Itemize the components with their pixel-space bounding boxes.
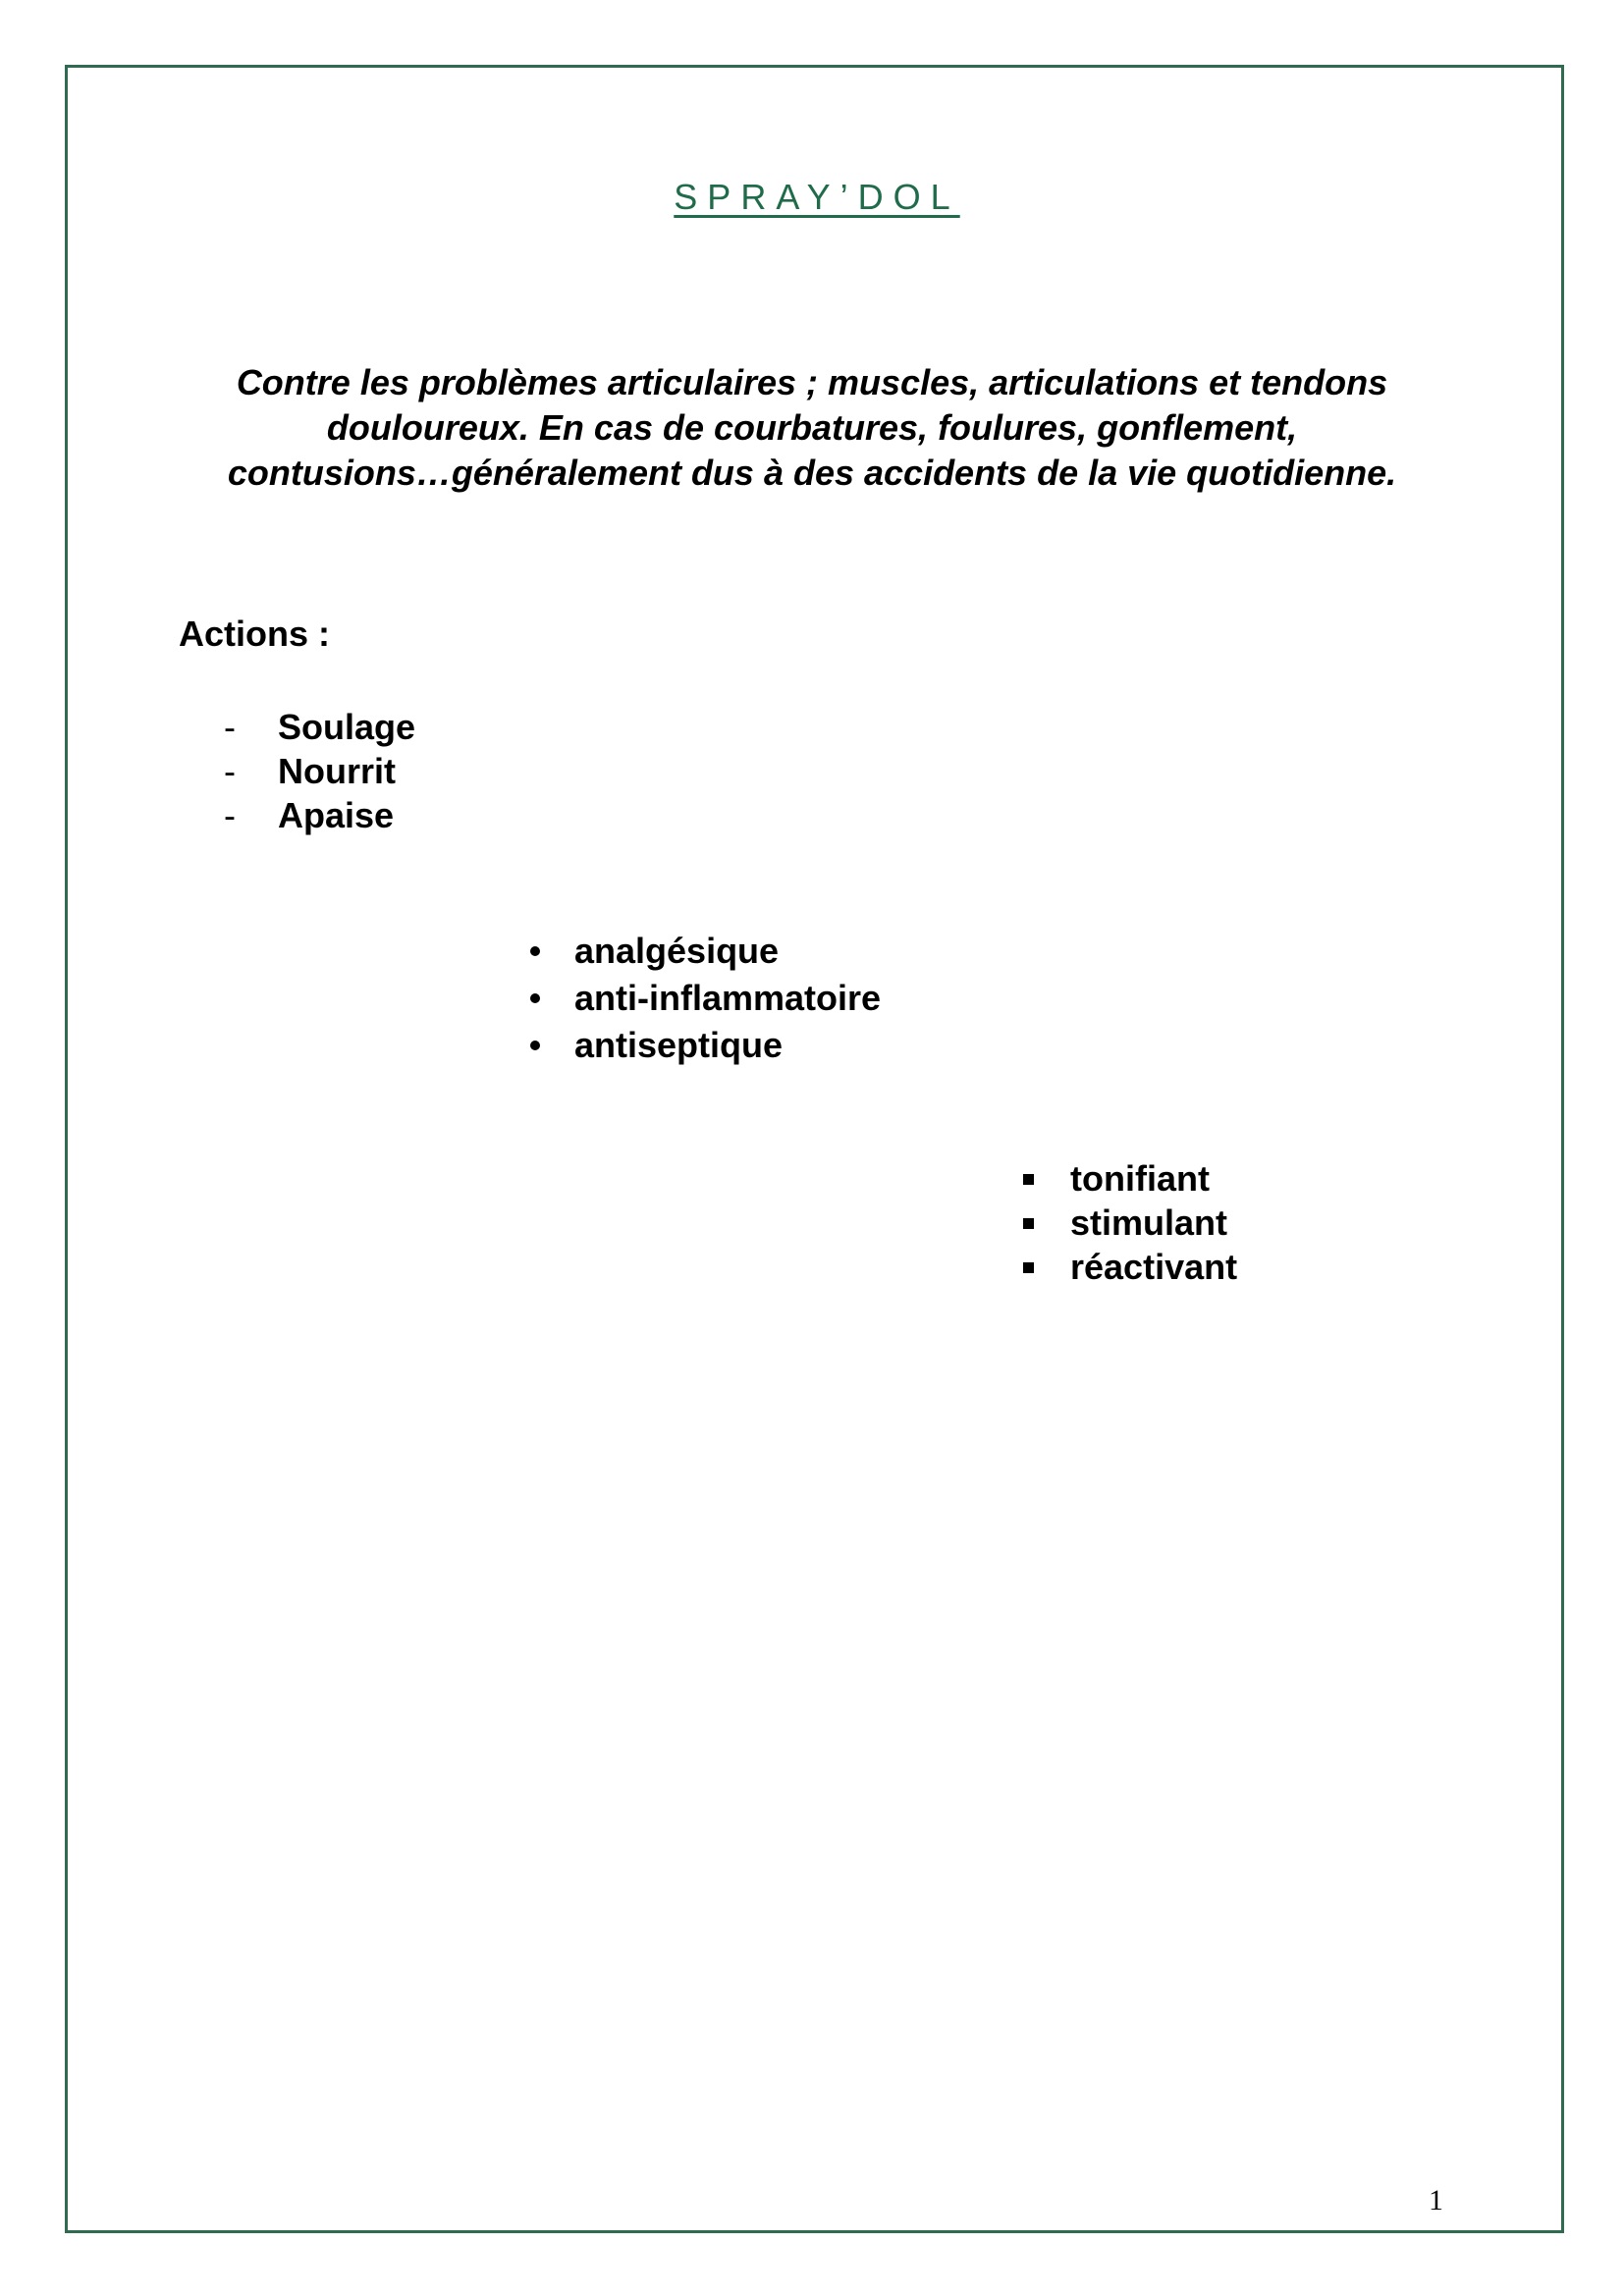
intro-paragraph [147,360,1477,496]
list-item-label: Nourrit [278,751,396,791]
intro-line: Contre les problèmes articulaires ; muscles, articulations et tendons [236,362,1388,402]
list-item [525,928,881,975]
page-number: 1 [1429,2184,1443,2216]
list-item [525,975,881,1022]
dash-marker: - [224,795,236,835]
intro-line: douloureux. En cas de courbatures, foulures, gonflement, [326,407,1298,448]
list-item-label: analgésique [574,931,780,971]
list-item-label: tonifiant [1070,1158,1210,1199]
list-item-label: antiseptique [574,1025,784,1065]
round-bullet-icon [530,946,540,956]
list-item-label: Soulage [278,707,416,747]
intro-line: contusions…généralement dus à des accidents de la vie quotidienne. [227,453,1397,493]
list-item [224,793,415,837]
list-item [224,749,415,793]
list-item [1021,1156,1237,1201]
list-item [525,1022,881,1069]
dash-marker: - [224,751,236,791]
list-item [1021,1201,1237,1245]
list-item [224,705,415,749]
square-bullet-icon [1023,1218,1034,1229]
round-bullet-icon [530,1041,540,1050]
list-item-label: réactivant [1070,1247,1238,1287]
round-bullet-icon [530,993,540,1003]
list-item-label: stimulant [1070,1202,1228,1243]
bullet-list [525,928,881,1069]
dash-marker: - [224,707,236,747]
list-item-label: anti-inflammatoire [574,978,882,1018]
document-title: SPRAY’DOL [674,177,960,217]
list-item [1021,1245,1237,1289]
list-item-label: Apaise [278,795,395,835]
square-bullet-icon [1023,1174,1034,1185]
dash-list [224,705,415,837]
actions-heading: Actions : [179,614,331,654]
square-list [1021,1156,1237,1289]
square-bullet-icon [1023,1262,1034,1273]
